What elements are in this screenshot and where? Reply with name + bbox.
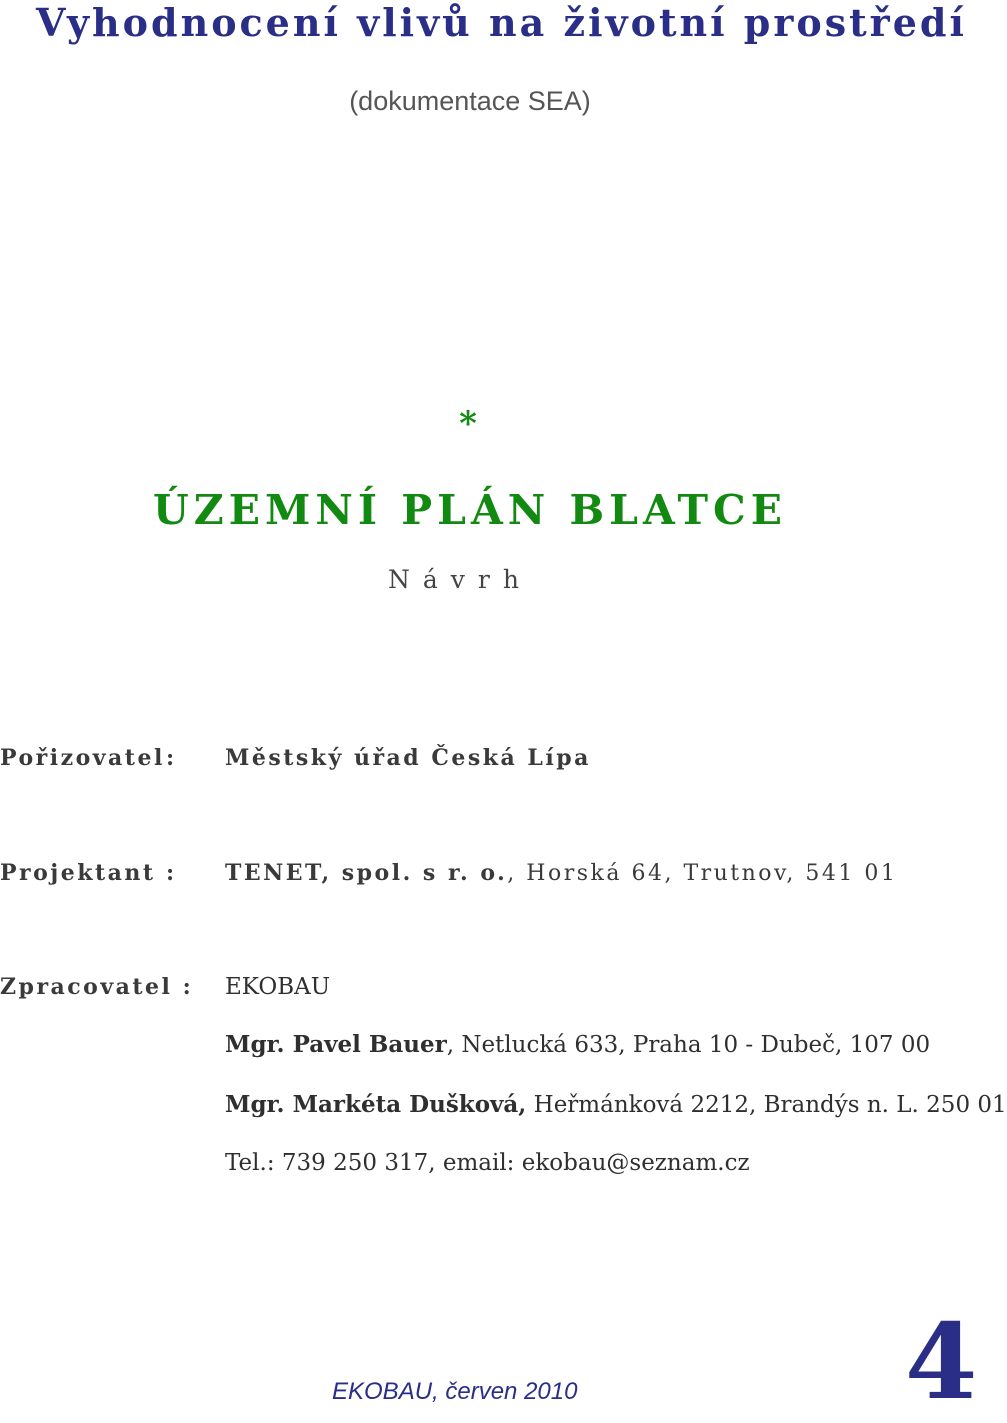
footer-text: EKOBAU, červen 2010: [332, 1378, 578, 1405]
projektant-label: Projektant: [0, 860, 156, 886]
projektant-colon: :: [166, 860, 175, 886]
projektant-address: , Horská 64, Trutnov, 541 01: [507, 861, 898, 886]
plan-title: ÚZEMNÍ PLÁN BLATCE: [153, 486, 787, 534]
zpracovatel-person1: [225, 1031, 930, 1058]
plan-subtitle: Návrh: [388, 565, 532, 594]
porizovatel-colon: :: [166, 745, 175, 771]
star-marker: *: [459, 404, 477, 444]
projektant-value: [225, 860, 897, 886]
person2-name: Mgr. Markéta Dušková,: [225, 1091, 527, 1118]
document-subtitle: (dokumentace SEA): [349, 86, 591, 116]
projektant-company: TENET, spol. s r. o.: [225, 860, 508, 886]
document-title: Vyhodnocení vlivů na životní prostředí: [36, 0, 967, 45]
zpracovatel-person2: [225, 1091, 1007, 1118]
zpracovatel-label: Zpracovatel :: [0, 974, 194, 1000]
page-number: 4: [905, 1300, 978, 1423]
person1-address: , Netlucká 633, Praha 10 - Dubeč, 107 00: [446, 1032, 931, 1058]
porizovatel-value-text: Městský úřad Česká Lípa: [225, 745, 591, 771]
porizovatel-label: Pořizovatel: [0, 745, 165, 771]
porizovatel-value: [225, 745, 591, 771]
zpracovatel-contact: Tel.: 739 250 317, email: ekobau@seznam.cz: [225, 1150, 750, 1176]
zpracovatel-company: EKOBAU: [225, 974, 331, 1000]
person1-name: Mgr. Pavel Bauer: [225, 1031, 447, 1058]
person2-address: Heřmánková 2212, Brandýs n. L. 250 01: [526, 1092, 1007, 1118]
